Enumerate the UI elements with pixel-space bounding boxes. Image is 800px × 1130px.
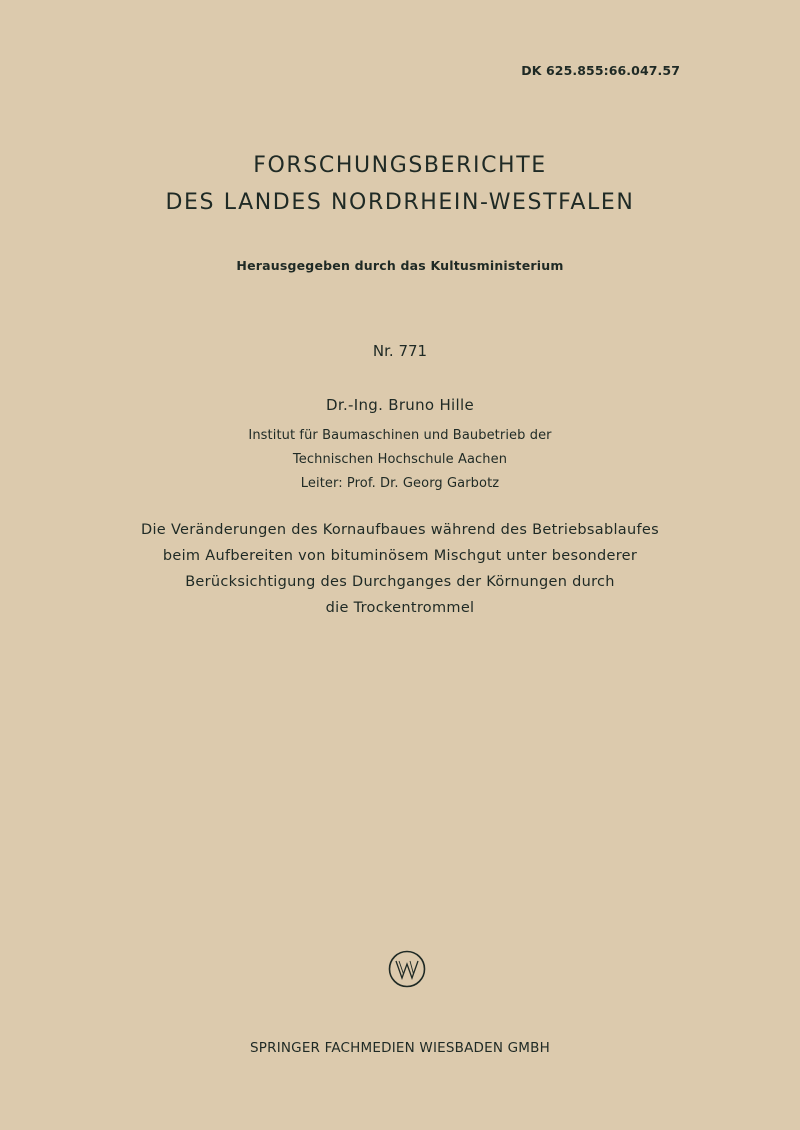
publisher-logo-icon xyxy=(387,949,427,989)
classification-number: DK 625.855:66.047.57 xyxy=(521,63,680,78)
series-title-line-2: DES LANDES NORDRHEIN-WESTFALEN xyxy=(165,190,635,215)
publisher-imprint: SPRINGER FACHMEDIEN WIESBADEN GMBH xyxy=(250,1040,550,1056)
document-title-line: die Trockentrommel xyxy=(325,600,475,616)
document-title-line: Berücksichtigung des Durchganges der Körnungen durch xyxy=(185,574,615,590)
report-number: Nr. 771 xyxy=(372,342,428,360)
series-title-line-1: FORSCHUNGSBERICHTE xyxy=(253,153,547,178)
document-title-line: Die Veränderungen des Kornaufbaues während des Betriebsablaufes xyxy=(141,522,659,538)
author-affiliation-line: Leiter: Prof. Dr. Georg Garbotz xyxy=(300,476,500,491)
author-affiliation-line: Institut für Baumaschinen und Baubetrieb der xyxy=(248,428,552,443)
document-title-line: beim Aufbereiten von bituminösem Mischgut unter besonderer xyxy=(162,548,638,564)
publisher-note: Herausgegeben durch das Kultusministerium xyxy=(236,258,564,273)
author-name: Dr.-Ing. Bruno Hille xyxy=(326,396,474,414)
author-affiliation-line: Technischen Hochschule Aachen xyxy=(292,452,508,467)
w-circle-icon xyxy=(387,949,427,989)
